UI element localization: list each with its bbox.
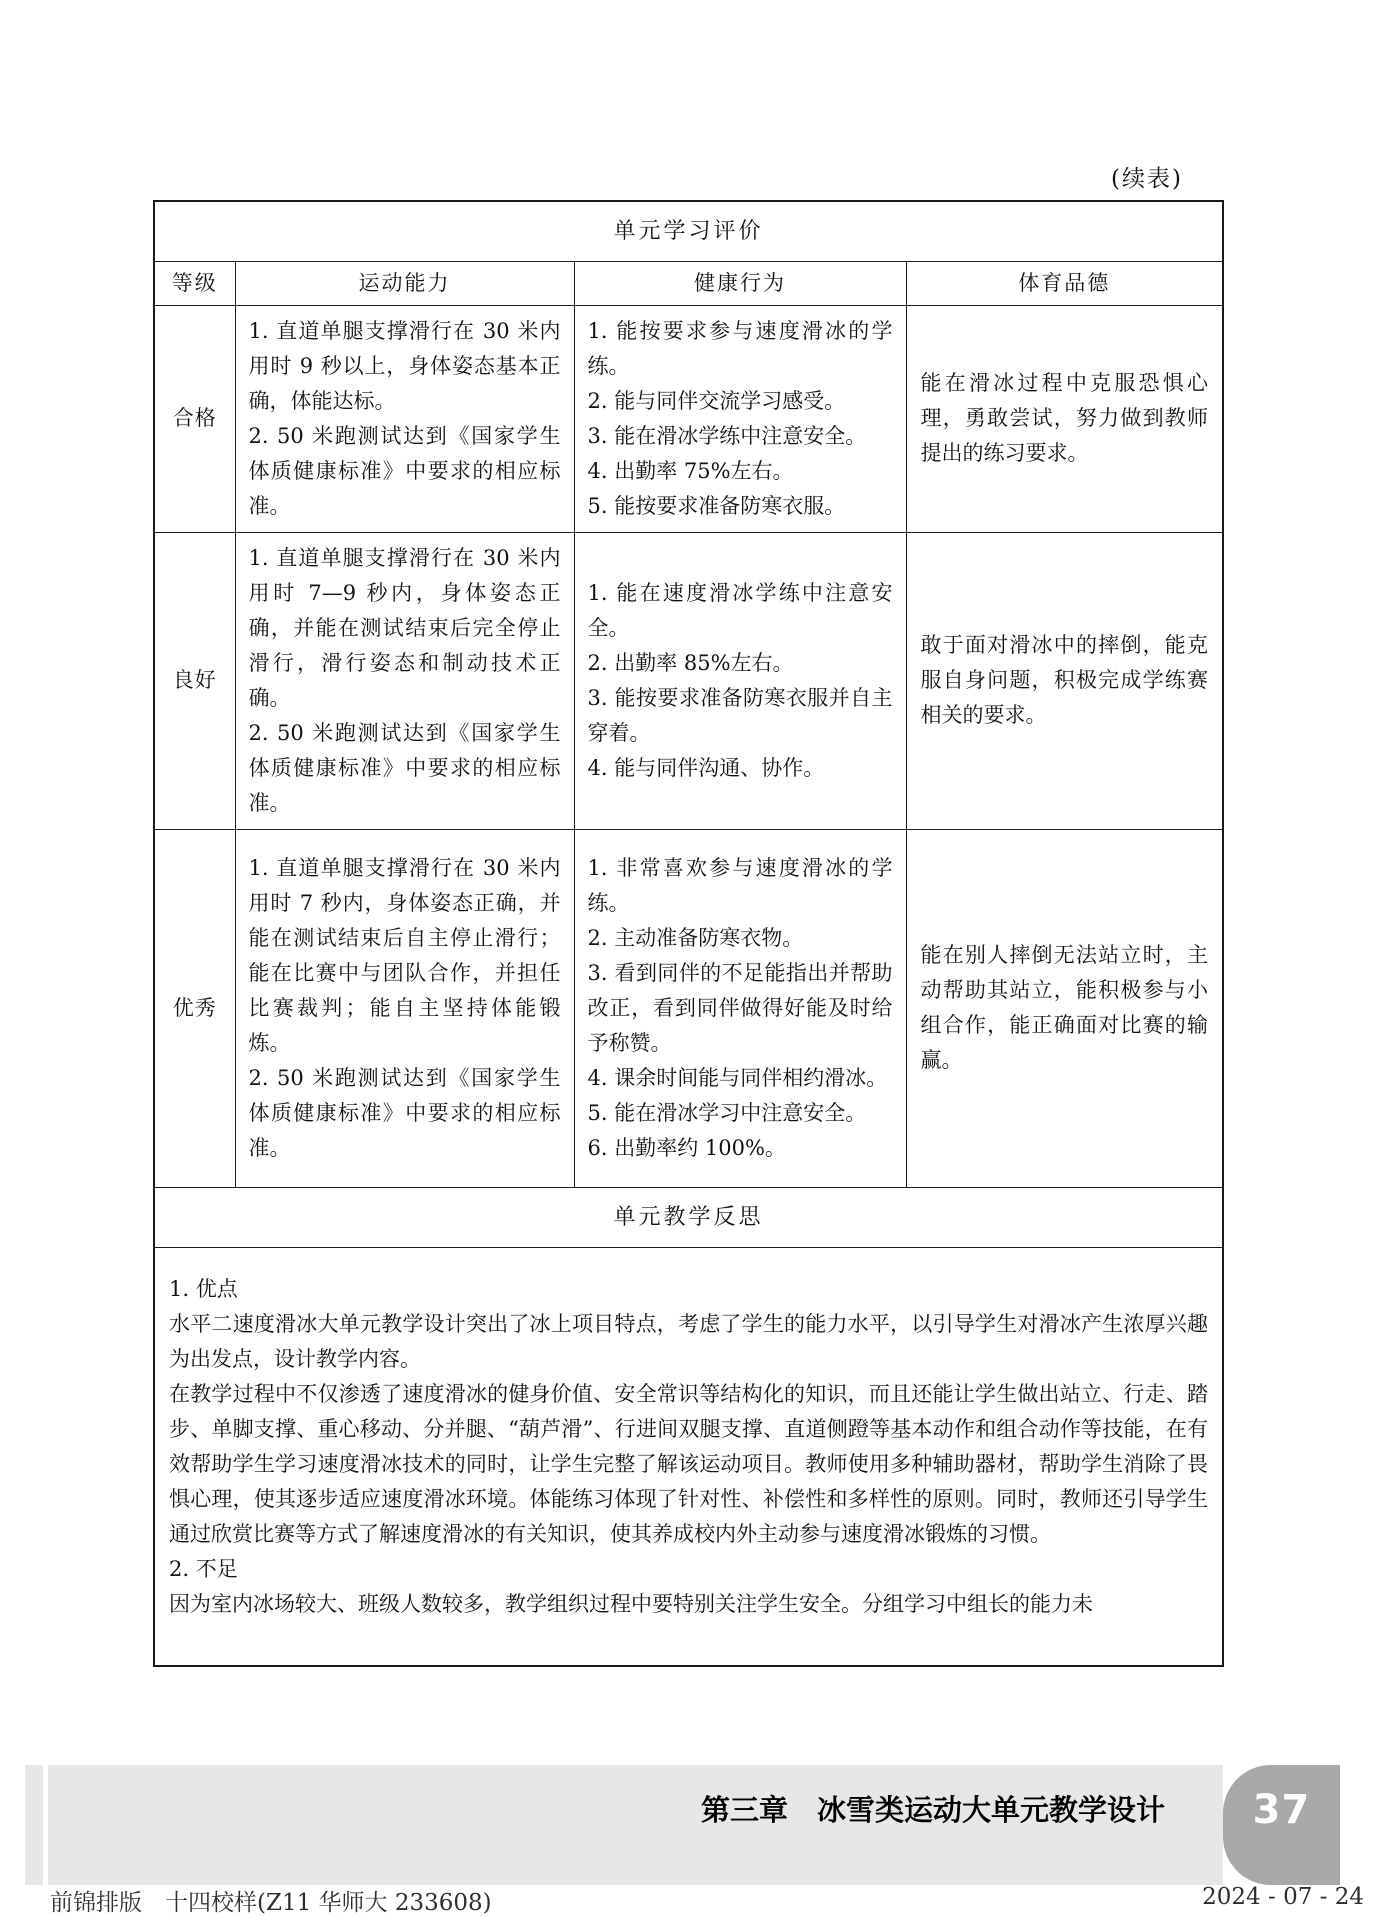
- table-title-row: [154, 201, 1223, 261]
- reflection-paragraph: 因为室内冰场较大、班级人数较多，教学组织过程中要特别关注学生安全。分组学习中组长的能力未: [169, 1591, 1093, 1616]
- reflection-title-row: [154, 1187, 1223, 1247]
- motor-item: 1. 直道单腿支撑滑行在 30 米内用时 7—9 秒内，身体姿态正确，并能在测试结束后完全停止滑行，滑行姿态和制动技术正确。: [248, 545, 561, 710]
- motor-item: 1. 直道单腿支撑滑行在 30 米内用时 9 秒以上，身体姿态基本正确，体能达标。: [248, 318, 561, 413]
- continued-table-label: (续表): [1111, 166, 1183, 192]
- reflection-title: 单元教学反思: [154, 1187, 1223, 1247]
- column-header-row: [154, 261, 1223, 305]
- health-item: 2. 能与同伴交流学习感受。: [587, 388, 846, 413]
- motor-cell-pass: [235, 305, 574, 532]
- column-header-morality: 体育品德: [906, 261, 1223, 305]
- health-item: 2. 出勤率 85%左右。: [587, 650, 794, 675]
- health-cell-excellent: [574, 829, 906, 1187]
- footer-edge-chip: [25, 1765, 43, 1885]
- health-cell-pass: [574, 305, 906, 532]
- motor-item: 2. 50 米跑测试达到《国家学生体质健康标准》中要求的相应标准。: [248, 1065, 561, 1160]
- health-item: 1. 能在速度滑冰学练中注意安全。: [587, 580, 893, 640]
- table-row-pass: [154, 305, 1223, 532]
- health-cell-good: [574, 532, 906, 829]
- morality-cell-excellent: 能在别人摔倒无法站立时，主动帮助其站立，能积极参与小组合作，能正确面对比赛的输赢。: [906, 829, 1223, 1187]
- column-header-health: 健康行为: [574, 261, 906, 305]
- motor-cell-good: [235, 532, 574, 829]
- health-item: 4. 课余时间能与同伴相约滑冰。: [587, 1065, 888, 1090]
- reflection-heading-strengths: 1. 优点: [169, 1276, 238, 1301]
- reflection-paragraph: 水平二速度滑冰大单元教学设计突出了冰上项目特点，考虑了学生的能力水平，以引导学生对滑冰产生浓厚兴趣为出发点，设计教学内容。: [169, 1311, 1209, 1371]
- health-item: 6. 出勤率约 100%。: [587, 1135, 786, 1160]
- reflection-heading-weaknesses: 2. 不足: [169, 1556, 238, 1581]
- table-row-good: [154, 532, 1223, 829]
- table-row-excellent: [154, 829, 1223, 1187]
- unit-evaluation-table: [153, 200, 1224, 1667]
- table-title: 单元学习评价: [154, 201, 1223, 261]
- health-item: 2. 主动准备防寒衣物。: [587, 925, 804, 950]
- chapter-title: 第三章 冰雪类运动大单元教学设计: [700, 1793, 1165, 1827]
- reflection-body: [154, 1247, 1223, 1666]
- health-item: 4. 能与同伴沟通、协作。: [587, 755, 825, 780]
- health-item: 3. 看到同伴的不足能指出并帮助改正，看到同伴做得好能及时给予称赞。: [587, 960, 893, 1055]
- reflection-paragraph: 在教学过程中不仅渗透了速度滑冰的健身价值、安全常识等结构化的知识，而且还能让学生做出站立、行走、踏步、单脚支撑、重心移动、分并腿、“葫芦滑”、行进间双腿支撑、直道侧蹬等基本动作和组合动作等技能，在有效帮助学生学习速度滑冰技术的同时，让学生完整了解该运动项目。教师使用多种辅助器材，帮助学生消除了畏惧心理，使其逐步适应速度滑冰环境。体能练习体现了针对性、补偿性和多样性的原则。同时，教师还引导学生通过欣赏比赛等方式了解速度滑冰的有关知识，使其养成校内外主动参与速度滑冰锻炼的习惯。: [169, 1381, 1209, 1546]
- morality-cell-good: 敢于面对滑冰中的摔倒，能克服自身问题，积极完成学练赛相关的要求。: [906, 532, 1223, 829]
- motor-item: 2. 50 米跑测试达到《国家学生体质健康标准》中要求的相应标准。: [248, 720, 561, 815]
- proof-date: 2024 - 07 - 24: [1202, 1884, 1364, 1910]
- morality-cell-pass: 能在滑冰过程中克服恐惧心理，勇敢尝试，努力做到教师提出的练习要求。: [906, 305, 1223, 532]
- motor-item: 1. 直道单腿支撑滑行在 30 米内用时 7 秒内，身体姿态正确，并能在测试结束后自主停止滑行；能在比赛中与团队合作，并担任比赛裁判；能自主坚持体能锻炼。: [248, 855, 561, 1055]
- health-item: 3. 能按要求准备防寒衣服并自主穿着。: [587, 685, 893, 745]
- level-label-excellent: 优秀: [154, 829, 235, 1187]
- level-label-good: 良好: [154, 532, 235, 829]
- health-item: 3. 能在滑冰学练中注意安全。: [587, 423, 867, 448]
- motor-item: 2. 50 米跑测试达到《国家学生体质健康标准》中要求的相应标准。: [248, 423, 561, 518]
- proof-info: 前锦排版 十四校样(Z11 华师大 233608): [50, 1890, 492, 1916]
- column-header-level: 等级: [154, 261, 235, 305]
- health-item: 1. 能按要求参与速度滑冰的学练。: [587, 318, 893, 378]
- reflection-body-row: [154, 1247, 1223, 1666]
- column-header-motor: 运动能力: [235, 261, 574, 305]
- level-label-pass: 合格: [154, 305, 235, 532]
- page-number-badge: [1223, 1765, 1340, 1885]
- health-item: 4. 出勤率 75%左右。: [587, 458, 794, 483]
- health-item: 5. 能在滑冰学习中注意安全。: [587, 1100, 867, 1125]
- motor-cell-excellent: [235, 829, 574, 1187]
- page-number: 37: [1252, 1787, 1311, 1833]
- health-item: 5. 能按要求准备防寒衣服。: [587, 493, 846, 518]
- health-item: 1. 非常喜欢参与速度滑冰的学练。: [587, 855, 893, 915]
